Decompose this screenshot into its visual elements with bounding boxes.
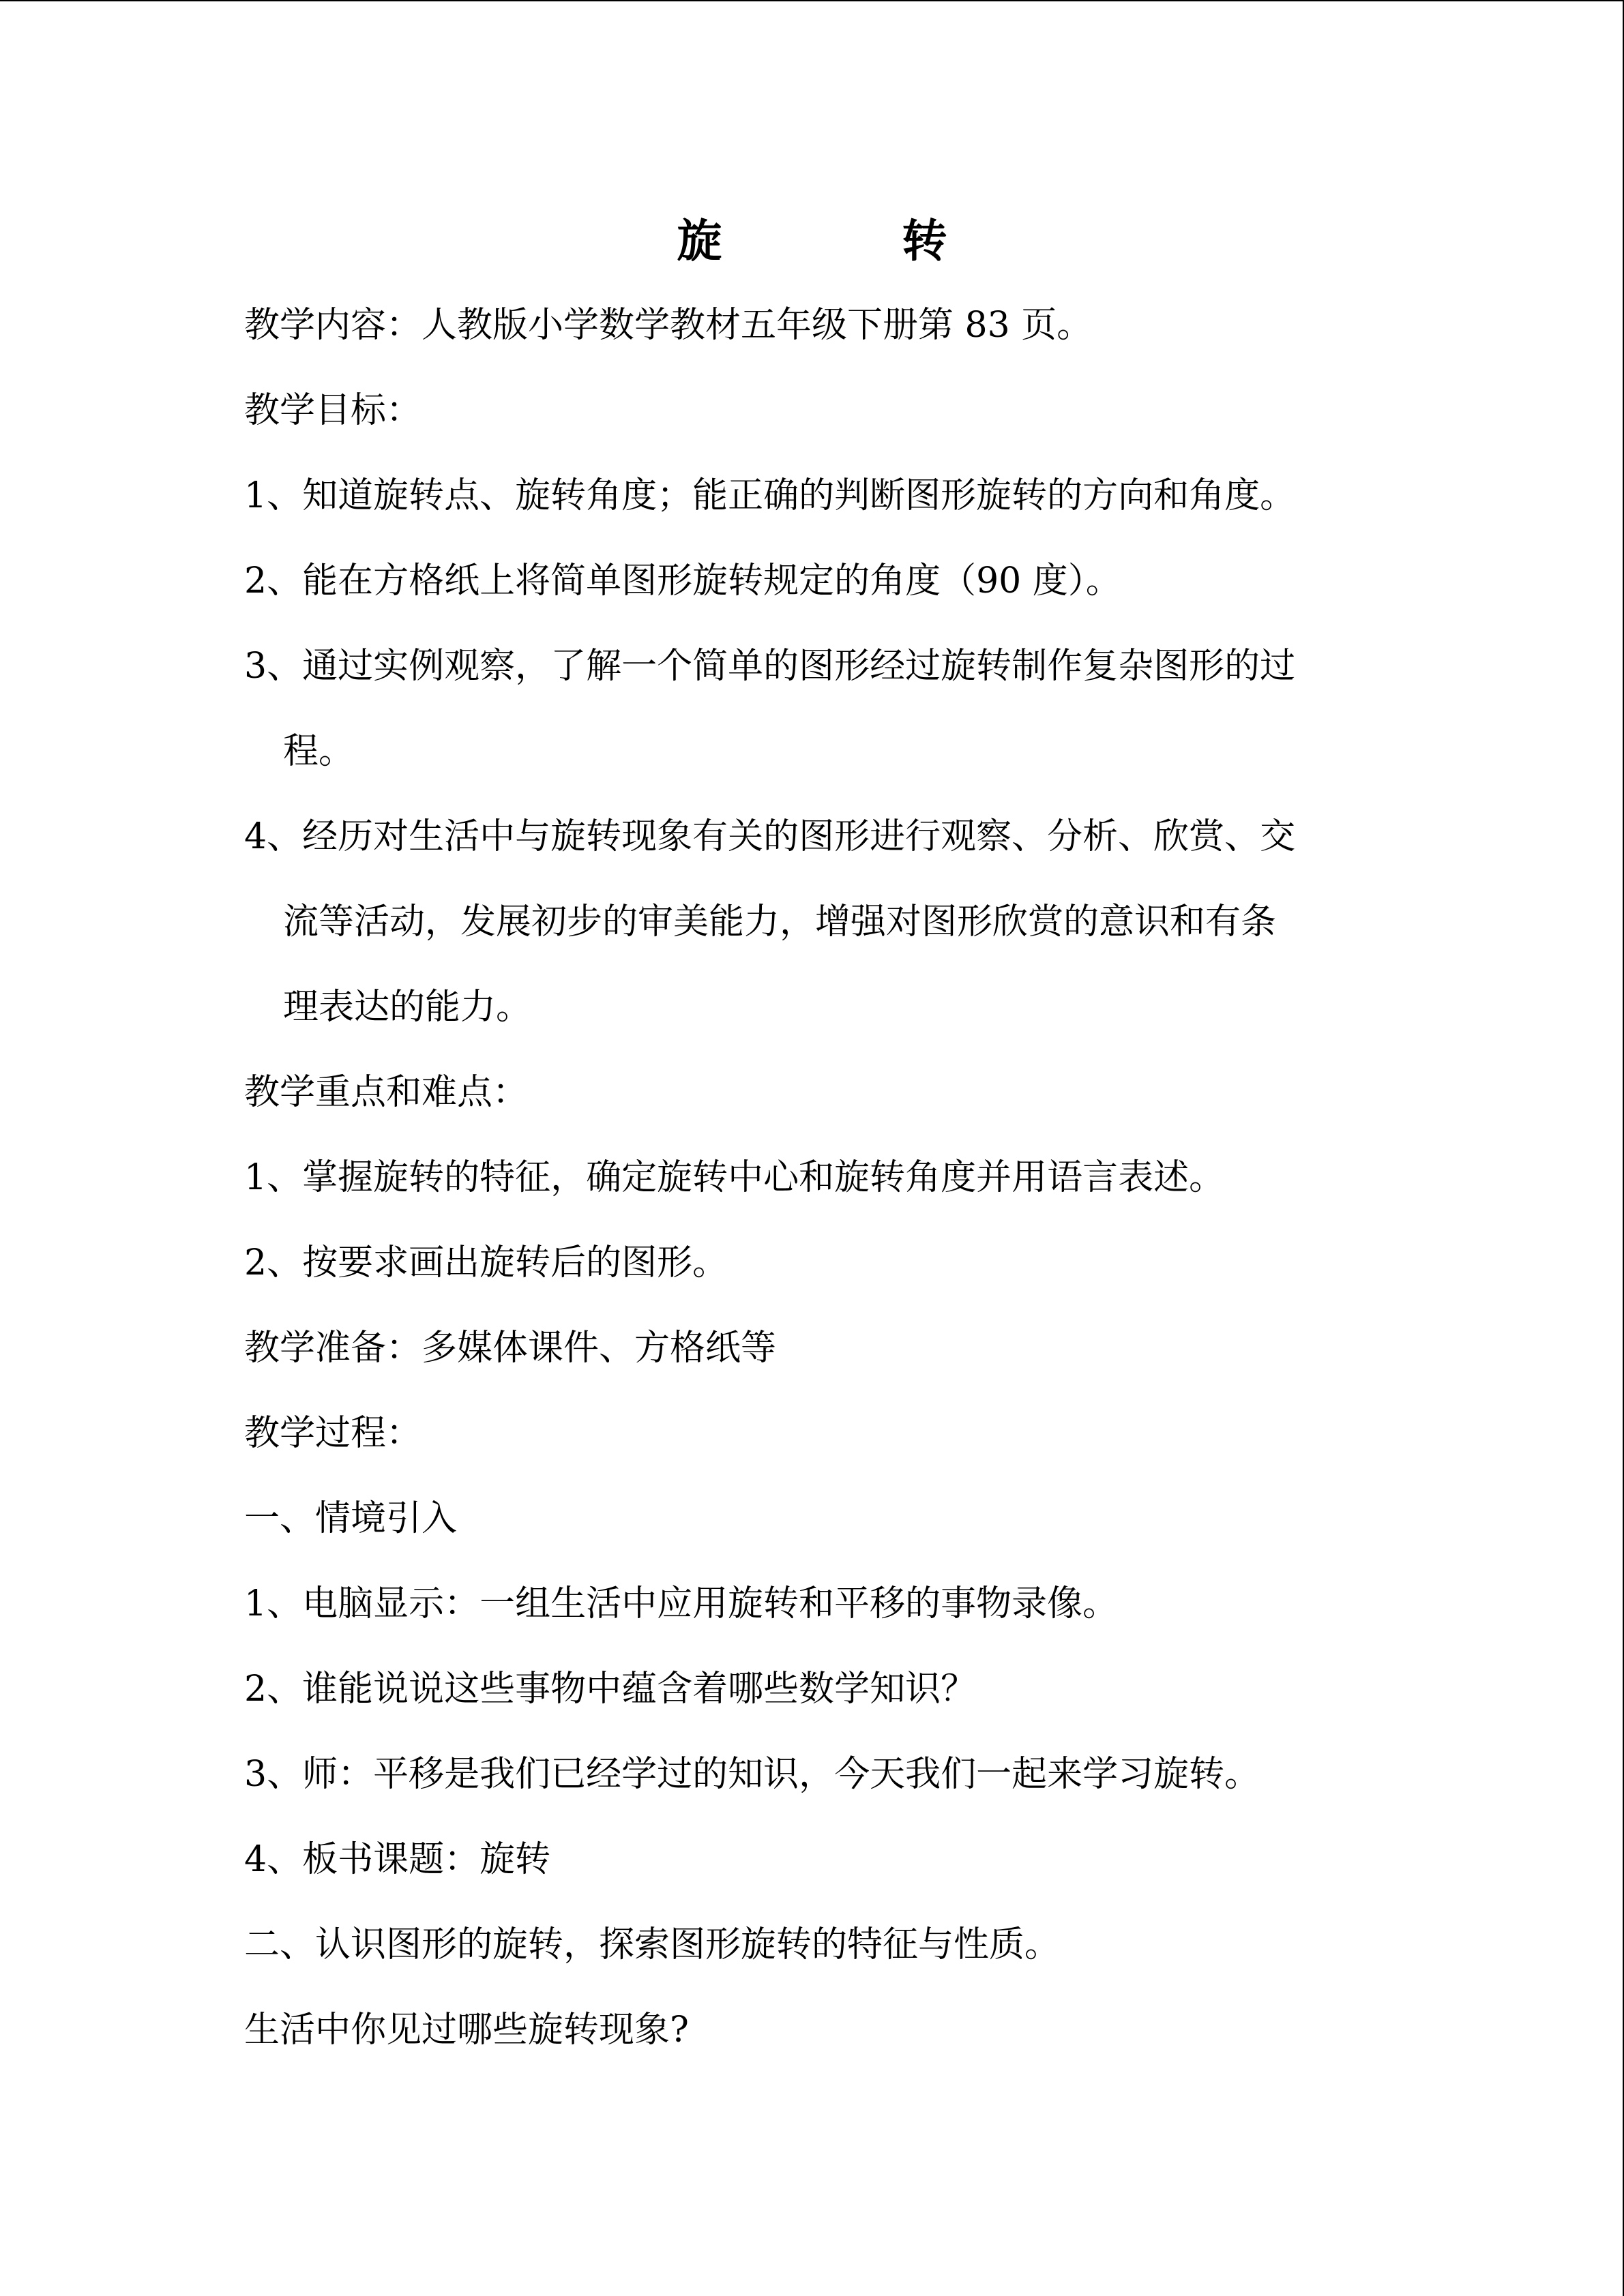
goal-item-2: 2、能在方格纸上将简单图形旋转规定的角度（90 度）。 <box>244 561 1121 601</box>
goal-item-1: 1、知道旋转点、旋转角度；能正确的判断图形旋转的方向和角度。 <box>244 475 1296 516</box>
key-points-heading: 教学重点和难点： <box>244 1072 529 1113</box>
section-1-heading: 一、情境引入 <box>244 1498 458 1539</box>
section-1-item-3: 3、师：平移是我们已经学过的知识，今天我们一起来学习旋转。 <box>244 1754 1260 1795</box>
teaching-process-heading: 教学过程： <box>244 1413 422 1454</box>
title-char-1: 旋 <box>677 214 722 267</box>
section-2-heading: 二、认识图形的旋转，探索图形旋转的特征与性质。 <box>244 1924 1061 1965</box>
title-char-2: 转 <box>902 214 947 267</box>
section-1-item-2: 2、谁能说说这些事物中蕴含着哪些数学知识？ <box>244 1669 977 1710</box>
key-point-2: 2、按要求画出旋转后的图形。 <box>244 1242 728 1283</box>
goal-item-4-continued-1: 流等活动，发展初步的审美能力，增强对图形欣赏的意识和有条 <box>283 901 1277 942</box>
teaching-preparation-line: 教学准备：多媒体课件、方格纸等 <box>244 1328 777 1369</box>
teaching-goals-heading: 教学目标： <box>244 390 422 431</box>
page-title <box>0 209 1624 272</box>
key-point-1: 1、掌握旋转的特征，确定旋转中心和旋转角度并用语言表述。 <box>244 1157 1225 1198</box>
goal-item-4: 4、经历对生活中与旋转现象有关的图形进行观察、分析、欣赏、交 <box>244 816 1296 857</box>
section-1-item-1: 1、电脑显示：一组生活中应用旋转和平移的事物录像。 <box>244 1583 1119 1624</box>
teaching-content-line: 教学内容：人教版小学数学教材五年级下册第 83 页。 <box>244 305 1093 346</box>
goal-item-3-continued: 程。 <box>283 731 355 772</box>
section-2-question: 生活中你见过哪些旋转现象? <box>244 2010 689 2051</box>
goal-item-4-continued-2: 理表达的能力。 <box>283 987 532 1028</box>
section-1-item-4: 4、板书课题：旋转 <box>244 1839 551 1880</box>
goal-item-3: 3、通过实例观察，了解一个简单的图形经过旋转制作复杂图形的过 <box>244 646 1296 687</box>
